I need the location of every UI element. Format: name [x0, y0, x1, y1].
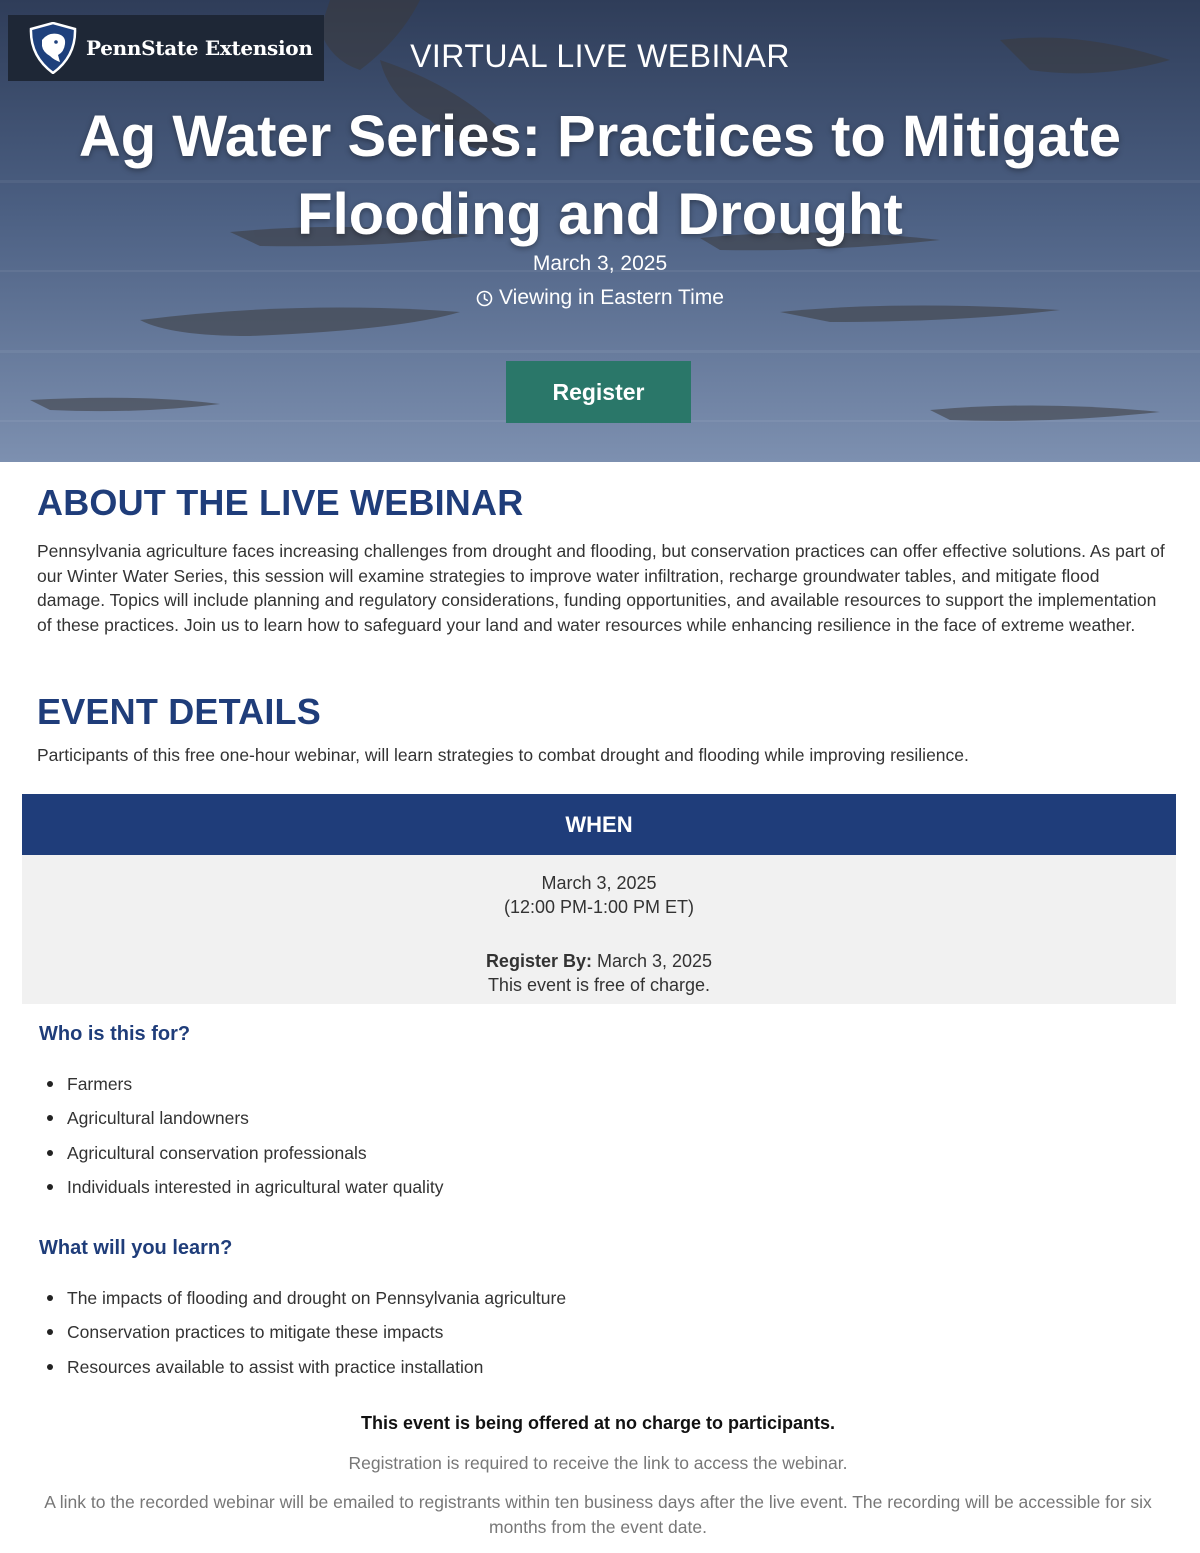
recording-note: A link to the recorded webinar will be emailed to registrants within ten business days after the live event. The recording will be accessible for six months from the event date.: [44, 1492, 1152, 1537]
when-details: [22, 855, 1176, 1004]
list-item: The impacts of flooding and drought on Pennsylvania agriculture: [45, 1286, 566, 1320]
list-item: Individuals interested in agricultural water quality: [45, 1175, 443, 1209]
when-time: (12:00 PM-1:00 PM ET): [503, 897, 695, 917]
registration-required-note: Registration is required to receive the link to access the webinar.: [348, 1453, 848, 1473]
about-heading: [37, 482, 523, 524]
register-by-label: Register By:: [485, 951, 592, 971]
details-heading-bold: DETAILS: [168, 691, 321, 732]
when-header: WHEN: [22, 794, 1176, 855]
list-item: Agricultural landowners: [45, 1106, 443, 1140]
learn-list: [45, 1286, 566, 1389]
event-title: Ag Water Series: Practices to Mitigate Flooding and Drought: [78, 104, 1122, 247]
when-date: March 3, 2025: [541, 873, 657, 893]
about-description: Pennsylvania agriculture faces increasing challenges from drought and flooding, but conservation practices can offer effective solutions. As part of our Winter Water Series, this session will examine strategies to improve water infiltration, recharge groundwater tables, and mitigate flood damage. Topics will include planning and regulatory considerations, funding opportunities, and available resources to support the implementation of these practices. Join us to learn how to safeguard your land and water resources while enhancing resilience in the face of extreme weather.: [37, 541, 1165, 635]
audience-list: [45, 1072, 443, 1209]
timezone-text: Viewing in Eastern Time: [499, 286, 724, 309]
about-heading-bold: LIVE WEBINAR: [259, 482, 524, 523]
details-heading: [37, 691, 321, 733]
register-by-date: March 3, 2025: [591, 951, 713, 971]
register-by: [22, 949, 1176, 973]
timezone-note: [0, 286, 1200, 310]
event-date: March 3, 2025: [532, 252, 668, 275]
list-item: Agricultural conservation professionals: [45, 1141, 443, 1175]
cost-note: This event is free of charge.: [487, 975, 711, 995]
details-description: Participants of this free one-hour webinar, will learn strategies to combat drought and flooding while improving resilience.: [37, 745, 969, 765]
about-heading-light: ABOUT THE: [37, 482, 259, 523]
clock-icon: [476, 290, 493, 307]
list-item: Conservation practices to mitigate these impacts: [45, 1320, 566, 1354]
list-item: Farmers: [45, 1072, 443, 1106]
learn-heading: What will you learn?: [39, 1237, 233, 1259]
details-heading-light: EVENT: [37, 691, 169, 732]
audience-heading: Who is this for?: [39, 1023, 191, 1045]
hero-banner: [0, 0, 1200, 462]
no-charge-note: This event is being offered at no charge to participants.: [360, 1413, 836, 1433]
register-button[interactable]: Register: [506, 361, 691, 423]
event-type-label: VIRTUAL LIVE WEBINAR: [410, 38, 790, 74]
logo-text: PennState Extension: [86, 36, 313, 60]
list-item: Resources available to assist with practice installation: [45, 1355, 566, 1389]
